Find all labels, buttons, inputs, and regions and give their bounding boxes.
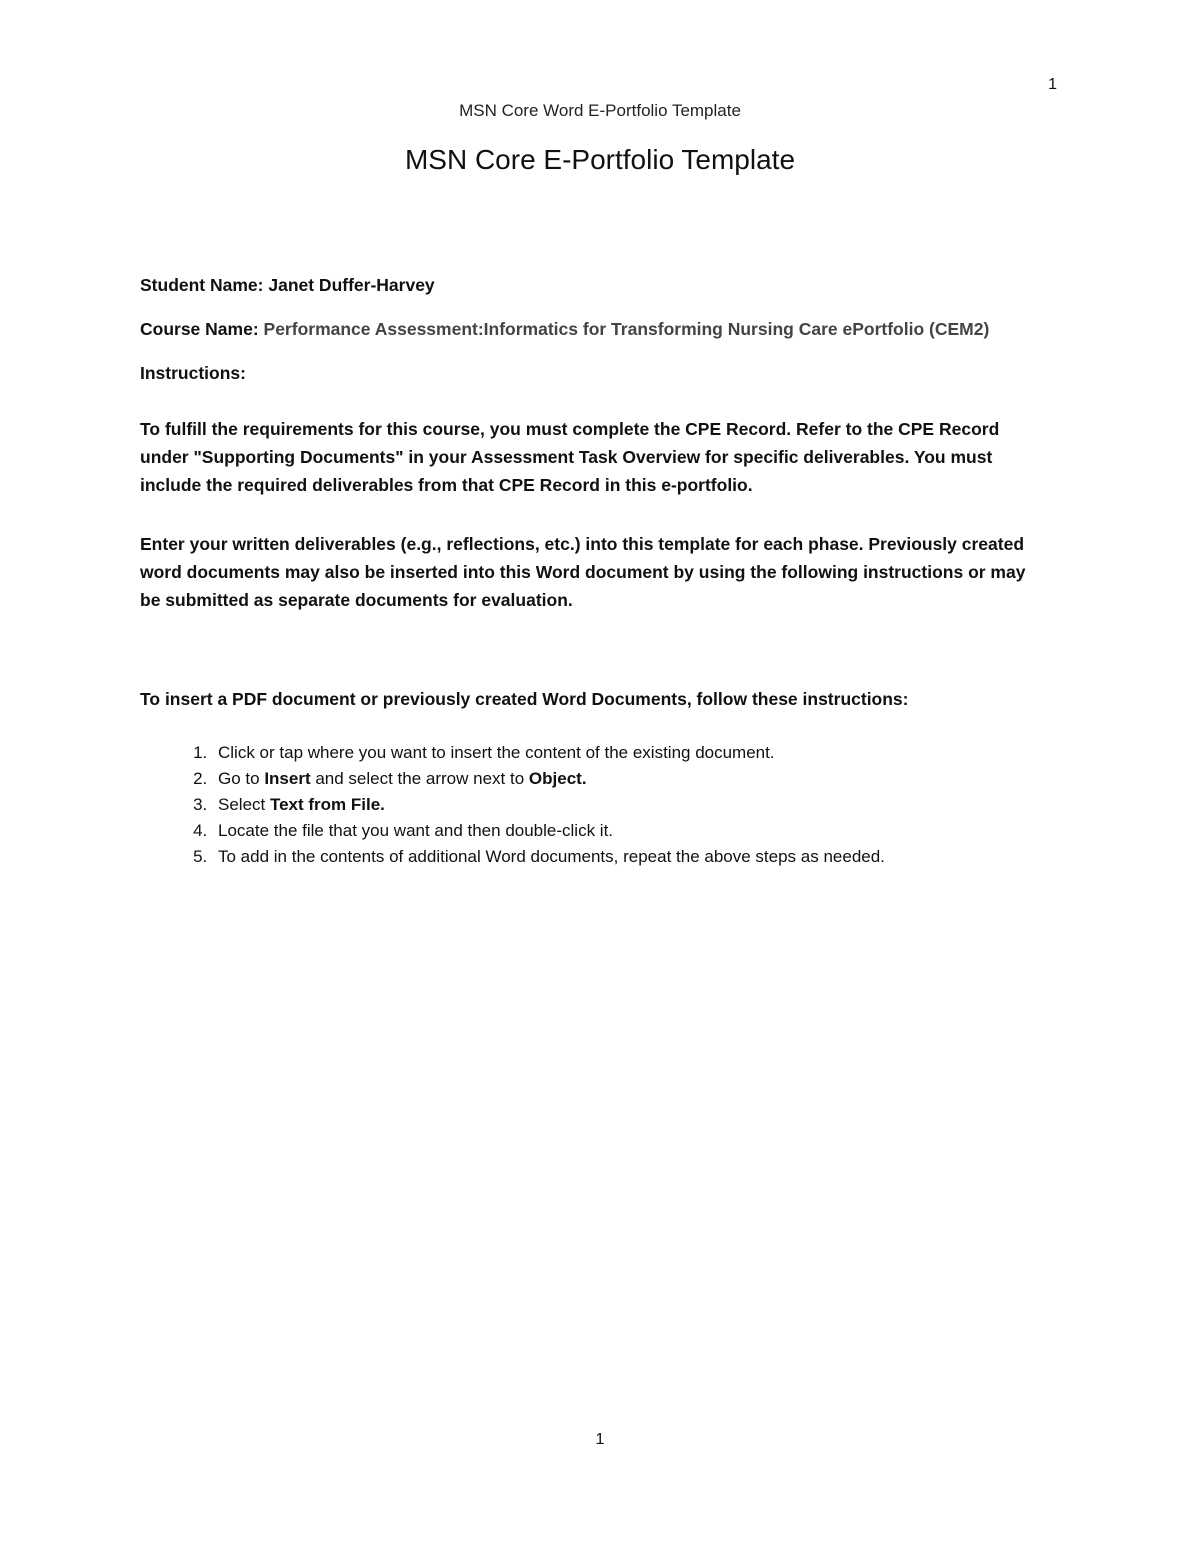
list-item [212, 766, 1060, 792]
instructions-paragraph-2: Enter your written deliverables (e.g., reflections, etc.) into this template for each phase. Previously created word documents may also be inserted into this Word document by using the following instructions or may be submitted as separate documents for evaluation. [140, 534, 1026, 610]
list-item [212, 844, 1060, 870]
course-name-line [140, 315, 1060, 343]
list-item [212, 818, 1060, 844]
course-name-label: Course Name: [140, 319, 259, 339]
page-number-bottom: 1 [595, 1431, 605, 1448]
step-text: Select [218, 795, 270, 814]
page-number-top: 1 [1048, 76, 1057, 93]
step-text: Go to [218, 769, 265, 788]
list-item [212, 792, 1060, 818]
student-name-line [140, 271, 1060, 299]
step-bold-text: Text from File. [269, 795, 385, 814]
steps-list [140, 740, 1060, 870]
student-name-value: Janet Duffer-Harvey [268, 275, 435, 295]
step-bold-text: Object [528, 769, 582, 788]
step-text: Locate the file that you want and then double-click it. [218, 821, 614, 840]
list-item [212, 740, 1060, 766]
insert-instructions-heading: To insert a PDF document or previously created Word Documents, follow these instructions: [140, 689, 909, 709]
student-name-label: Student Name: [140, 275, 264, 295]
step-text: To add in the contents of additional Word documents, repeat the above steps as needed. [218, 847, 885, 866]
page-header: MSN Core Word E-Portfolio Template [459, 101, 741, 120]
step-text: Click or tap where you want to insert the content of the existing document. [218, 743, 775, 762]
instructions-paragraph-1: To fulfill the requirements for this course, you must complete the CPE Record. Refer to the CPE Record under "Supporting Documents" in your Assessment Task Overview for specific deliverables. You must include the required deliverables from that CPE Record in this e-portfolio. [140, 419, 1000, 495]
step-text: . [581, 769, 587, 788]
step-bold-text: Insert [264, 769, 311, 788]
step-text: and select the arrow next to [310, 769, 529, 788]
course-name-value: Performance Assessment:Informatics for Transforming Nursing Care ePortfolio (CEM2) [263, 319, 990, 339]
document-title: MSN Core E-Portfolio Template [404, 144, 796, 175]
instructions-label: Instructions: [140, 363, 246, 383]
steps-list-container [140, 740, 1060, 870]
